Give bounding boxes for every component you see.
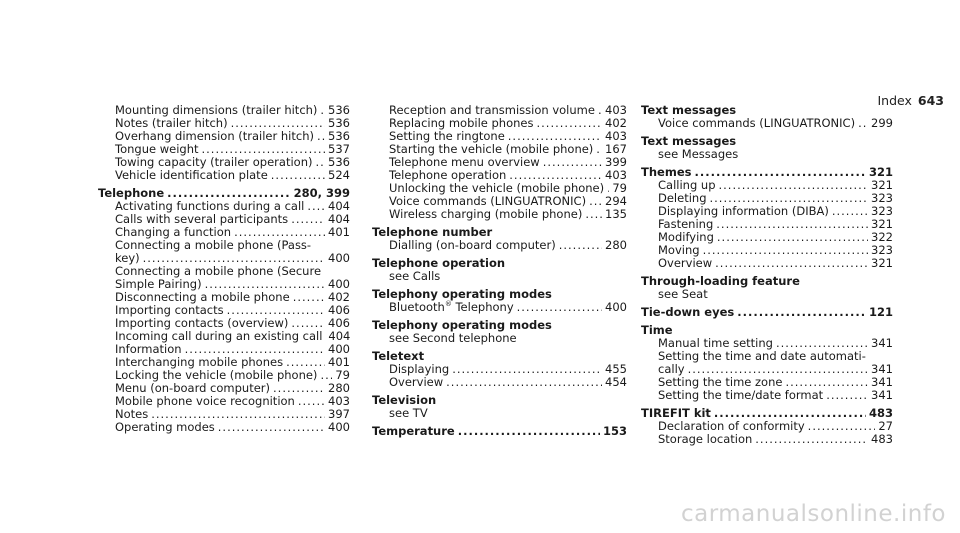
page-reference: 79: [612, 181, 627, 195]
entry-text: Overhang dimension (trailer hitch): [115, 129, 314, 143]
index-column-2: [372, 104, 627, 438]
index-subentry: [641, 389, 893, 402]
page-reference: 400: [605, 300, 627, 314]
index-heading: [641, 306, 893, 319]
page-reference: 401: [328, 355, 350, 369]
index-text: [372, 332, 627, 345]
entry-text: see Messages: [658, 147, 739, 161]
entry-text: Information: [115, 342, 182, 356]
page-reference: 455: [605, 362, 627, 376]
entry-text: Overview: [658, 256, 713, 270]
dot-leader: [543, 156, 602, 169]
dot-leader: [858, 117, 868, 130]
page-reference: 403: [605, 129, 627, 143]
dot-leader: [458, 425, 600, 438]
page-reference: 537: [328, 142, 350, 156]
entry-label: [658, 350, 866, 363]
watermark: carmanualsonline.info: [680, 501, 946, 527]
entry-text: Replacing mobile phones: [389, 116, 534, 130]
registered-mark: ®: [444, 300, 452, 309]
entry-text: Setting the ringtone: [389, 129, 505, 143]
entry-text: Vehicle identification plate: [115, 168, 268, 182]
entry-text: Starting the vehicle (mobile phone): [389, 142, 594, 156]
page-reference: 299: [871, 116, 893, 130]
page-reference: 397: [328, 407, 350, 421]
entry-label: [389, 376, 443, 389]
index-column-1: [98, 104, 350, 434]
page-reference: 399: [605, 155, 627, 169]
entry-text: Telephone operation: [389, 168, 507, 182]
entry-text: TIREFIT kit: [641, 406, 711, 420]
dot-leader: [716, 218, 868, 231]
entry-text: Menu (on-board computer): [115, 381, 271, 395]
entry-text: see Second telephone: [389, 331, 517, 345]
page-reference: 323: [871, 243, 893, 257]
entry-text: Setting the time/date format: [658, 388, 824, 402]
entry-text: Simple Pairing): [115, 277, 202, 291]
page-reference: 153: [602, 424, 627, 438]
entry-text: Displaying information (DIBA): [658, 204, 829, 218]
page-reference: 400: [328, 420, 350, 434]
page-reference: 341: [871, 375, 893, 389]
index-subentry: [372, 208, 627, 221]
entry-text: cally: [658, 362, 685, 376]
entry-text: Telephony operating modes: [372, 318, 552, 332]
dot-leader: [446, 376, 602, 389]
page-reference: 403: [605, 103, 627, 117]
page-reference: 454: [605, 375, 627, 389]
entry-text: see Seat: [658, 287, 708, 301]
dot-leader: [717, 231, 868, 244]
page-reference: 400: [328, 342, 350, 356]
index-subentry: [372, 301, 627, 314]
entry-text: Mounting dimensions (trailer hitch): [115, 103, 318, 117]
entry-label: [389, 301, 514, 314]
dot-leader: [719, 179, 869, 192]
entry-label: [658, 257, 712, 270]
dot-leader: [320, 104, 325, 117]
entry-text-cont: Telephony: [451, 300, 514, 314]
entry-label: [389, 332, 517, 345]
page-reference: 400: [328, 277, 350, 291]
page-reference: 294: [605, 194, 627, 208]
index-subentry: [98, 169, 350, 182]
dot-leader: [315, 156, 325, 169]
entry-text: Overview: [389, 375, 444, 389]
entry-text: Telephone operation: [372, 256, 506, 270]
entry-text: Telephone menu overview: [389, 155, 540, 169]
entry-text: Towing capacity (trailer operation): [115, 155, 313, 169]
entry-text: Wireless charging (mobile phone): [389, 207, 583, 221]
entry-label: [658, 433, 752, 446]
entry-text: Bluetooth: [389, 300, 445, 314]
entry-label: [115, 239, 311, 252]
index-subentry: [372, 376, 627, 389]
dot-leader: [293, 291, 325, 304]
entry-label: [389, 208, 582, 221]
dot-leader: [585, 208, 602, 221]
page-reference: 536: [328, 116, 350, 130]
entry-label: [658, 148, 738, 161]
page-reference: 341: [871, 362, 893, 376]
entry-text: Temperature: [372, 424, 455, 438]
page-reference: 341: [871, 336, 893, 350]
dot-leader: [598, 104, 602, 117]
entry-text: Voice commands (LINGUATRONIC): [658, 116, 856, 130]
dot-leader: [218, 421, 325, 434]
entry-text: Notes: [115, 407, 149, 421]
index-heading: [372, 425, 627, 438]
entry-label: [658, 117, 855, 130]
dot-leader: [291, 213, 325, 226]
entry-text: Themes: [641, 165, 692, 179]
entry-text: Importing contacts: [115, 303, 224, 317]
entry-text: Telephone: [98, 186, 165, 200]
entry-text: Mobile phone voice recognition: [115, 394, 295, 408]
entry-text: Activating functions during a call: [115, 199, 305, 213]
entry-text: Displaying: [389, 362, 450, 376]
dot-leader: [537, 117, 603, 130]
index-subentry: [641, 257, 893, 270]
dot-leader: [715, 257, 868, 270]
entry-label: [372, 425, 455, 438]
entry-text: Tie-down eyes: [641, 305, 735, 319]
index-subentry: [98, 421, 350, 434]
entry-label: [389, 239, 556, 252]
entry-label: [658, 288, 708, 301]
page-reference: 341: [871, 388, 893, 402]
entry-text: Deleting: [658, 191, 707, 205]
page-reference: 402: [328, 290, 350, 304]
page-reference: 406: [328, 316, 350, 330]
dot-leader: [703, 244, 868, 257]
page-reference: 536: [328, 155, 350, 169]
entry-label: [641, 306, 734, 319]
entry-text: Connecting a mobile phone (Secure: [115, 264, 322, 278]
dot-leader: [755, 433, 868, 446]
page-reference: 79: [335, 368, 350, 382]
dot-leader: [298, 395, 325, 408]
entry-text: key): [115, 251, 140, 265]
entry-text: Time: [641, 323, 673, 337]
entry-label: [389, 270, 440, 283]
index-text: [641, 288, 893, 301]
page-reference: 403: [605, 168, 627, 182]
entry-label: [658, 389, 823, 402]
entry-text: Text messages: [641, 103, 737, 117]
entry-text: Fastening: [658, 217, 714, 231]
page-reference: 401: [328, 225, 350, 239]
entry-text: Telephony operating modes: [372, 287, 552, 301]
page-reference: 483: [871, 432, 893, 446]
page-reference: 321: [868, 165, 893, 179]
dot-leader: [589, 195, 602, 208]
dot-leader: [808, 420, 876, 433]
entry-text: Disconnecting a mobile phone: [115, 290, 290, 304]
entry-text: Modifying: [658, 230, 714, 244]
index-subentry: [641, 117, 893, 130]
page-reference: 403: [328, 394, 350, 408]
entry-text: Storage location: [658, 432, 753, 446]
entry-text: Declaration of conformity: [658, 419, 805, 433]
page-reference: 524: [328, 168, 350, 182]
dot-leader: [826, 389, 868, 402]
entry-text: Manual time setting: [658, 336, 773, 350]
page-number: 643: [917, 93, 944, 108]
entry-text: Tongue weight: [115, 142, 199, 156]
entry-text: Telephone number: [372, 225, 493, 239]
page-reference: 321: [871, 256, 893, 270]
entry-text: Reception and transmission volume: [389, 103, 595, 117]
entry-text: Locking the vehicle (mobile phone): [115, 368, 318, 382]
index-text: [372, 407, 627, 420]
entry-text: Teletext: [372, 349, 425, 363]
page-reference: 536: [328, 103, 350, 117]
entry-text: Notes (trailer hitch): [115, 116, 228, 130]
section-title: Index: [877, 93, 912, 108]
dot-leader: [694, 166, 866, 179]
page-reference: 280: [605, 238, 627, 252]
entry-text: Through-loading feature: [641, 274, 800, 288]
page-reference: 323: [871, 191, 893, 205]
page-reference: 27: [878, 419, 893, 433]
entry-text: Interchanging mobile phones: [115, 355, 284, 369]
dot-leader: [452, 363, 602, 376]
entry-text: Incoming call during an existing call: [115, 329, 323, 343]
page-reference: 483: [868, 406, 893, 420]
entry-text: Importing contacts (overview): [115, 316, 289, 330]
page-reference: 404: [328, 212, 350, 226]
page-reference: 167: [605, 142, 627, 156]
entry-text: Setting the time and date automati-: [658, 349, 866, 363]
entry-text: Connecting a mobile phone (Pass-: [115, 238, 312, 252]
page-reference: 135: [605, 207, 627, 221]
entry-text: see Calls: [389, 269, 441, 283]
dot-leader: [271, 169, 325, 182]
page-reference: 400: [328, 251, 350, 265]
entry-text: Calling up: [658, 178, 716, 192]
page-reference: 406: [328, 303, 350, 317]
page-reference: 404: [328, 329, 351, 343]
dot-leader: [517, 301, 602, 314]
dot-leader: [832, 205, 868, 218]
dot-leader: [737, 306, 866, 319]
dot-leader: [307, 200, 325, 213]
dot-leader: [596, 143, 602, 156]
index-subentry: [641, 433, 893, 446]
entry-label: [115, 421, 215, 434]
page-reference: 323: [871, 204, 893, 218]
dot-leader: [559, 239, 602, 252]
entry-text: Dialling (on-board computer): [389, 238, 556, 252]
entry-text: see TV: [389, 406, 428, 420]
page-reference: 321: [871, 217, 893, 231]
index-text: [372, 270, 627, 283]
entry-label: [115, 169, 268, 182]
dot-leader: [317, 130, 325, 143]
index-column-3: [641, 104, 893, 446]
entry-text: Unlocking the vehicle (mobile phone): [389, 181, 605, 195]
entry-text: Operating modes: [115, 420, 215, 434]
entry-text: Text messages: [641, 134, 737, 148]
entry-text: Voice commands (LINGUATRONIC): [389, 194, 587, 208]
page-reference: 321: [871, 178, 893, 192]
entry-text: Moving: [658, 243, 700, 257]
entry-text: Changing a function: [115, 225, 232, 239]
entry-text: Television: [372, 393, 437, 407]
page-reference: 280, 399: [293, 186, 350, 200]
entry-text: Setting the time zone: [658, 375, 783, 389]
page-reference: 322: [871, 230, 893, 244]
index-text: [641, 148, 893, 161]
index-subentry: [372, 239, 627, 252]
entry-label: [389, 407, 428, 420]
page-reference: 536: [328, 129, 350, 143]
entry-text: Calls with several participants: [115, 212, 289, 226]
page-reference: 402: [605, 116, 627, 130]
page-reference: 121: [868, 305, 893, 319]
page-reference: 404: [328, 199, 350, 213]
page-reference: 280: [328, 381, 350, 395]
